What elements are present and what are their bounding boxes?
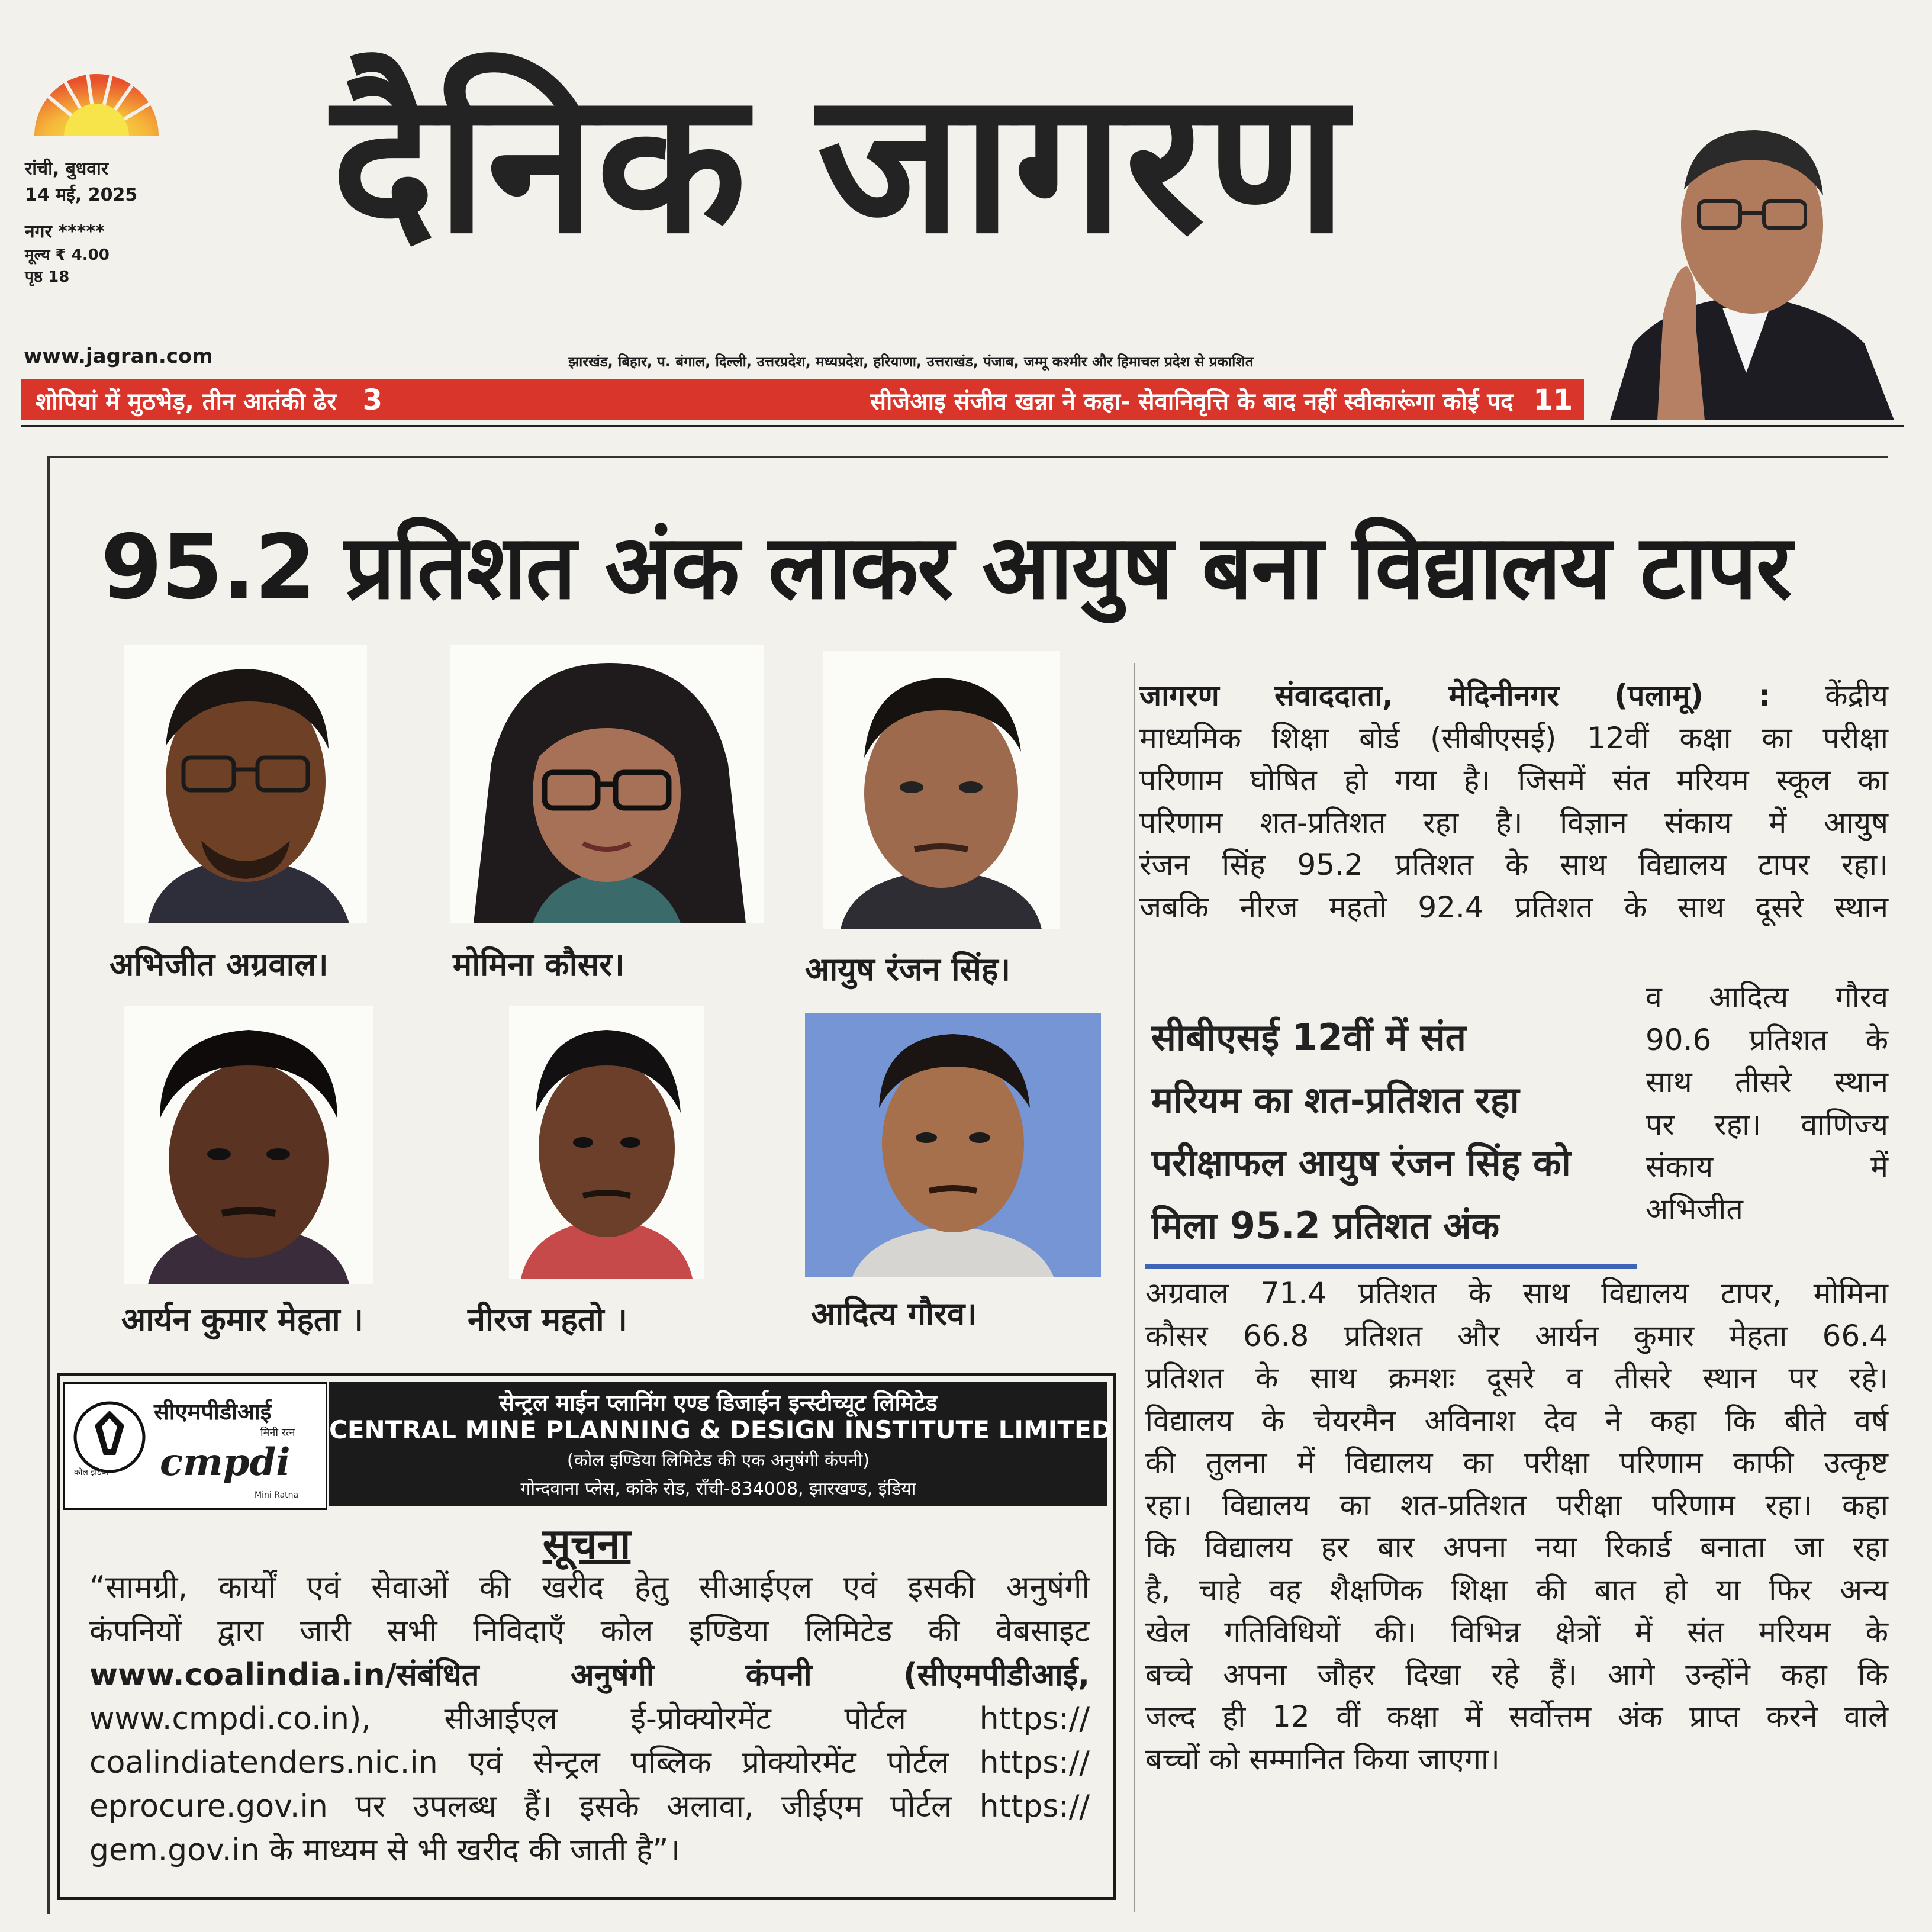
body-line: बच्चों को सम्मानित किया जाएगा। <box>1145 1741 1500 1776</box>
side-line: व आदित्य गौरव <box>1646 980 1888 1015</box>
logo-tag: Mini Ratna <box>255 1490 299 1500</box>
issue-meta <box>25 159 137 286</box>
cmpdi-logo <box>63 1382 327 1510</box>
pull-quote-line: मरियम का शत-प्रतिशत रहा <box>1151 1078 1519 1122</box>
newspaper-title: दैनिक जागरण <box>331 49 1348 276</box>
student-photo-aditya <box>805 1013 1101 1277</box>
intro-line-5: जबकि नीरज महतो 92.4 प्रतिशत के साथ दूसरे स्थान <box>1139 890 1888 925</box>
body-line: अग्रवाल 71.4 प्रतिशत के साथ विद्यालय टापर, मोमिना <box>1145 1276 1888 1310</box>
price: मूल्य ₹ 4.00 <box>25 246 110 264</box>
student-photo-abhijeet <box>124 645 367 923</box>
masthead-rule <box>21 425 1904 427</box>
teaser-left[interactable] <box>36 384 382 417</box>
coal-india-emblem-icon <box>71 1396 148 1496</box>
student-photo-momina <box>450 645 764 923</box>
org-address: गोन्दवाना प्लेस, कांके रोड, राँची-834008, झारखण्ड, इंडिया <box>520 1479 916 1499</box>
pull-quote-line: सीबीएसई 12वीं में संत <box>1151 1016 1466 1059</box>
intro-line-1: माध्यमिक शिक्षा बोर्ड (सीबीएसई) 12वीं कक्षा का परीक्षा <box>1139 720 1888 755</box>
issue-date: 14 मई, 2025 <box>25 185 138 205</box>
body-line: है, चाहे वह शैक्षणिक शिक्षा की बात हो या फिर अन्य <box>1145 1572 1888 1607</box>
main-column <box>1145 1273 1888 1780</box>
body-line: की तुलना में विद्यालय का परीक्षा परिणाम काफी उत्कृष्ट <box>1145 1445 1888 1480</box>
notice-line: www.cmpdi.co.in), सीआईएल ई-प्रोक्योरमेंट पोर्टल https:// <box>89 1701 1090 1737</box>
body-line: जल्द ही 12 वीं कक्षा में सर्वोत्तम अंक प्राप्त करने वाले <box>1145 1699 1888 1734</box>
side-line: पर रहा। वाणिज्य <box>1646 1107 1888 1142</box>
notice-org-band <box>329 1382 1112 1506</box>
student-photo-neeraj <box>509 1006 704 1279</box>
intro-line-0: केंद्रीय <box>1825 678 1888 713</box>
org-name-english: CENTRAL MINE PLANNING & DESIGN INSTITUTE LIMITED <box>329 1415 1112 1444</box>
teaser-right-text: सीजेआइ संजीव खन्ना ने कहा- सेवानिवृत्ति के बाद नहीं स्वीकारूंगा कोई पद <box>870 388 1514 416</box>
caption-momina: मोमिना कौसर। <box>453 946 624 983</box>
student-photo-aryan <box>124 1006 373 1284</box>
published-regions: झारखंड, बिहार, प. बंगाल, दिल्ली, उत्तरप्रदेश, मध्यप्रदेश, हरियाणा, उत्तराखंड, पंजाब, जम्मू कश्मीर और हिमाचल प्रदेश से प्रकाशित <box>568 353 1254 370</box>
pull-quote-rule <box>1145 1264 1637 1269</box>
notice-line: कंपनियों द्वारा जारी सभी निविदाएँ कोल इण्डिया लिमिटेड की वेबसाइट <box>89 1614 1090 1649</box>
teaser-left-text: शोपियां में मुठभेड़, तीन आतंकी ढेर <box>36 388 337 416</box>
notice-line: coalindiatenders.nic.in एवं सेन्ट्रल पब्लिक प्रोक्योरमेंट पोर्टल https:// <box>89 1745 1090 1780</box>
body-line: खेल गतिविधियों की। विभिन्न क्षेत्रों में संत मरियम के <box>1145 1615 1888 1649</box>
intro-line-2: परिणाम घोषित हो गया है। जिसमें संत मरियम स्कूल का <box>1139 763 1888 797</box>
website-link[interactable]: www.jagran.com <box>24 344 213 368</box>
city-day: रांची, बुधवार <box>25 159 109 179</box>
dainik-jagran-sun-logo <box>28 53 165 136</box>
notice-line: “सामग्री, कार्यों एवं सेवाओं की खरीद हेतु सीआईएल एवं इसकी अनुषंगी <box>89 1570 1090 1605</box>
logo-hindi: सीएमपीडीआई <box>154 1399 272 1425</box>
notice-line: www.coalindia.in/संबंधित अनुषंगी कंपनी (सीएमपीडीआई, <box>89 1657 1090 1693</box>
intro-line-3: परिणाम शत-प्रतिशत रहा है। विज्ञान संकाय में आयुष <box>1139 805 1888 840</box>
notice-line: gem.gov.in के माध्यम से भी खरीद की जाती है”। <box>89 1833 681 1868</box>
caption-aditya: आदित्य गौरव। <box>811 1295 977 1332</box>
caption-neeraj: नीरज महतो । <box>468 1301 627 1338</box>
body-line: प्रतिशत के साथ क्रमशः दूसरे व तीसरे स्थान पर रहे। <box>1145 1361 1888 1395</box>
notice-title: सूचना <box>542 1519 631 1568</box>
notice-body <box>89 1566 1090 1872</box>
teaser-left-page: 3 <box>362 384 382 417</box>
article-intro <box>1139 675 1888 929</box>
article-headline: 95.2 प्रतिशत अंक लाकर आयुष बना विद्यालय टापर <box>101 516 1791 619</box>
pull-quote <box>1151 1006 1625 1257</box>
side-line: अभिजीत <box>1646 1192 1743 1226</box>
body-line: कि विद्यालय हर बार अपना नया रिकार्ड बनाता जा रहा <box>1145 1530 1888 1564</box>
org-subsidiary: (कोल इण्डिया लिमिटेड की एक अनुषंगी कंपनी) <box>566 1450 870 1471</box>
side-line: 90.6 प्रतिशत के <box>1646 1022 1888 1057</box>
side-line: साथ तीसरे स्थान <box>1646 1065 1888 1099</box>
teaser-right-page: 11 <box>1533 384 1573 417</box>
body-line: कौसर 66.8 प्रतिशत और आर्यन कुमार मेहता 66.4 <box>1145 1318 1888 1353</box>
dateline: जागरण संवाददाता, मेदिनीनगर (पलामू) : <box>1139 678 1771 713</box>
page-count: पृष्ठ 18 <box>25 268 70 286</box>
caption-ayush: आयुष रंजन सिंह। <box>805 951 1011 988</box>
body-line: रहा। विद्यालय का शत-प्रतिशत परीक्षा परिणाम रहा। कहा <box>1145 1487 1888 1522</box>
teaser-right[interactable] <box>870 384 1573 417</box>
caption-aryan: आर्यन कुमार मेहता । <box>121 1301 363 1338</box>
cji-photo <box>1586 89 1906 420</box>
logo-ring-text: कोल इंडिया <box>74 1468 109 1477</box>
notice-line: eprocure.gov.in पर उपलब्ध हैं। इसके अलावा, जीईएम पोर्टल https:// <box>89 1789 1090 1824</box>
student-photo-ayush <box>823 651 1060 929</box>
pull-quote-line: परीक्षाफल आयुष रंजन सिंह को <box>1151 1141 1571 1184</box>
column-rule <box>1134 663 1135 1912</box>
logo-text: cmpdi <box>160 1440 291 1485</box>
side-line: संकाय में <box>1646 1149 1888 1184</box>
cmpdi-notice <box>57 1373 1116 1900</box>
org-name-hindi: सेन्ट्रल माईन प्लानिंग एण्ड डिजाईन इन्स्टीच्यूट लिमिटेड <box>499 1390 938 1416</box>
caption-abhijeet: अभिजीत अग्रवाल। <box>110 946 329 983</box>
side-column <box>1646 977 1888 1231</box>
body-line: विद्यालय के चेयरमैन अविनाश देव ने कहा कि बीते वर्ष <box>1145 1403 1888 1438</box>
pull-quote-line: मिला 95.2 प्रतिशत अंक <box>1151 1204 1500 1247</box>
body-line: बच्चे अपना जौहर दिखा रहे हैं। आगे उन्होंने कहा कि <box>1145 1657 1888 1692</box>
intro-first-line <box>1139 675 1888 717</box>
intro-line-4: रंजन सिंह 95.2 प्रतिशत के साथ विद्यालय टापर रहा। <box>1139 848 1888 882</box>
notice-header <box>60 1376 1113 1512</box>
edition: नगर ***** <box>25 221 105 242</box>
logo-sub: मिनी रत्न <box>260 1427 295 1439</box>
